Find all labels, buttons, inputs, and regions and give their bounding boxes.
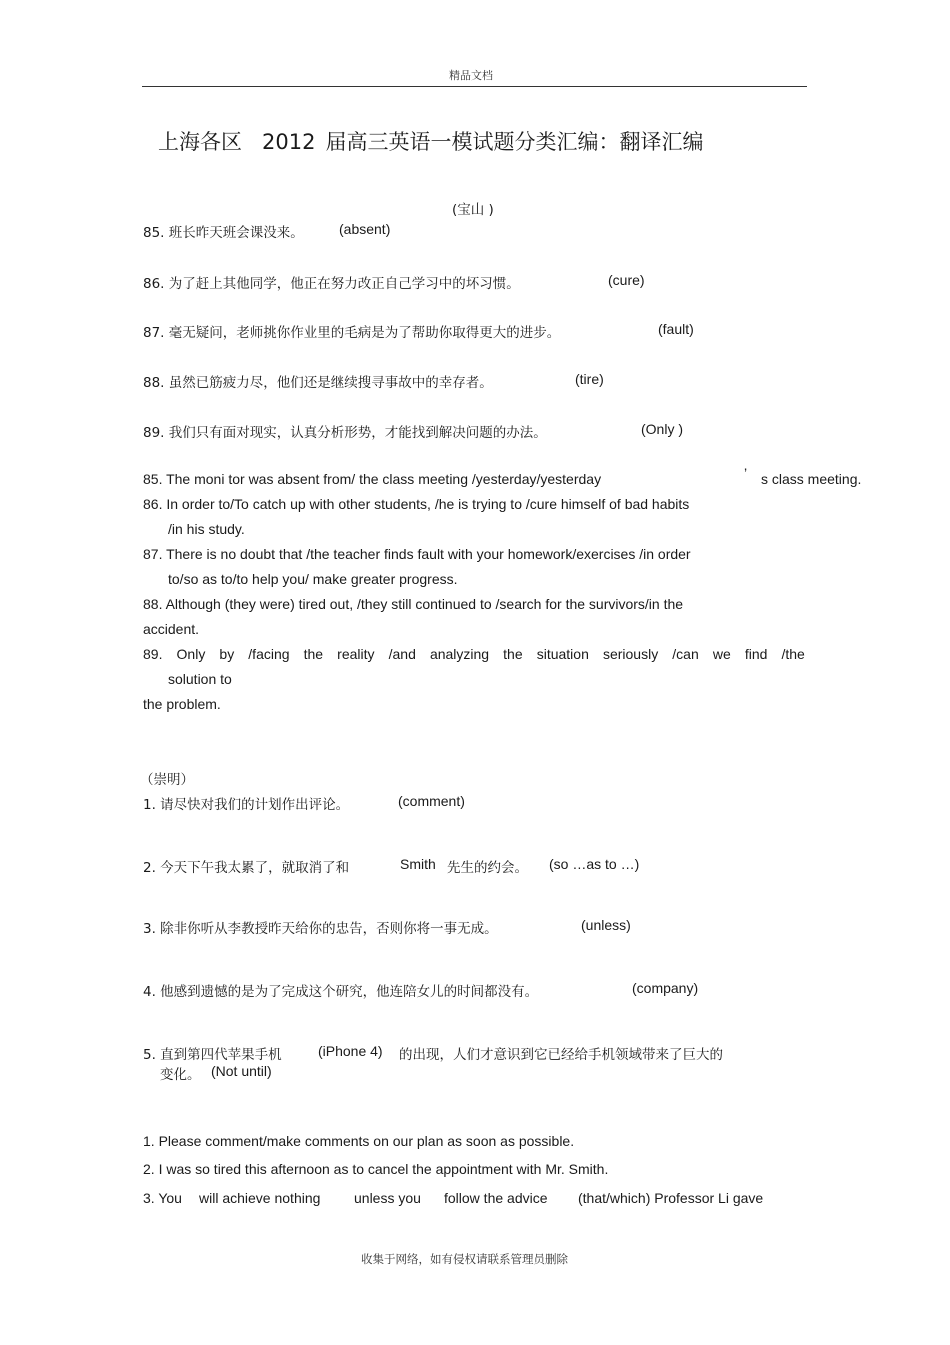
answer-c2: 2. I was so tired this afternoon as to cancel the appointment with Mr. Smith. (143, 1161, 609, 1177)
section-label-baoshan: (宝山 ) (452, 202, 494, 218)
question-c2-part1: 2. 今天下午我太累了，就取消了和 (143, 860, 350, 876)
question-c5-name: (iPhone 4) (318, 1043, 383, 1059)
question-c5-part2: 的出现，人们才意识到它已经给手机领域带来了巨大的 (399, 1047, 723, 1063)
keyword-c1: (comment) (398, 793, 465, 809)
answer-86-line2: /in his study. (168, 521, 245, 537)
answer-89-line3: the problem. (143, 696, 221, 712)
question-c2-name: Smith (400, 856, 436, 872)
answer-89-word: we (712, 646, 731, 662)
answer-89-word: reality (337, 646, 375, 662)
question-c1: 1. 请尽快对我们的计划作出评论。 (143, 797, 350, 813)
answer-c3-seg3: unless you (354, 1190, 421, 1206)
keyword-c4: (company) (632, 980, 699, 996)
keyword-c3: (unless) (581, 917, 631, 933)
answer-88-line1: 88. Although (they were) tired out, /they still continued to /search for the survivors/in the (143, 596, 684, 612)
page-header: 精品文档 (449, 69, 493, 82)
keyword-89: (Only ) (641, 421, 683, 437)
answer-89-word: the (303, 646, 324, 662)
title-suffix: 届高三英语一模试题分类汇编：翻译汇编 (325, 130, 704, 154)
answer-85-end: s class meeting. (761, 471, 862, 487)
page-footer: 收集于网络，如有侵权请联系管理员删除 (361, 1252, 568, 1266)
keyword-87: (fault) (658, 321, 694, 337)
answer-86-line1: 86. In order to/To catch up with other students, /he is trying to /cure himself of bad habits (143, 496, 690, 512)
answer-89-word: find (744, 646, 768, 662)
document-title (158, 126, 703, 156)
answer-89-word: analyzing (429, 646, 490, 662)
answer-89-line2: solution to (168, 671, 232, 687)
answer-89-word: 89. (143, 646, 163, 662)
answer-88-line2: accident. (143, 621, 200, 637)
question-86: 86. 为了赶上其他同学，他正在努力改正自己学习中的坏习惯。 (143, 276, 520, 292)
question-c5-part1: 5. 直到第四代苹果手机 (143, 1047, 282, 1063)
answer-89-word: by (219, 646, 235, 662)
header-rule (142, 86, 807, 87)
title-prefix: 上海各区 (158, 130, 242, 154)
answer-89-line1 (143, 646, 805, 662)
answer-85: 85. The moni tor was absent from/ the class meeting /yesterday/yesterday (143, 471, 602, 487)
question-85: 85. 班长昨天班会课没来。 (143, 225, 304, 241)
section-label-chongming: （崇明） (140, 772, 194, 788)
answer-89-word: /the (781, 646, 805, 662)
answer-c3-seg5: (that/which) Professor Li gave (578, 1190, 764, 1206)
question-c2-part2: 先生的约会。 (447, 860, 528, 876)
keyword-c5: (Not until) (211, 1063, 272, 1079)
answer-c1: 1. Please comment/make comments on our plan as soon as possible. (143, 1133, 575, 1149)
answer-89-word: /facing (248, 646, 290, 662)
answer-85-apostrophe: ’ (744, 465, 748, 481)
question-c3: 3. 除非你听从李教授昨天给你的忠告，否则你将一事无成。 (143, 921, 498, 937)
answer-89-word: seriously (602, 646, 659, 662)
question-89: 89. 我们只有面对现实，认真分析形势，才能找到解决问题的办法。 (143, 425, 547, 441)
keyword-c2: (so …as to …) (549, 856, 640, 872)
answer-c3-seg1: 3. You (143, 1190, 182, 1206)
answer-87-line1: 87. There is no doubt that /the teacher finds fault with your homework/exercises /in order (143, 546, 691, 562)
keyword-86: (cure) (608, 272, 645, 288)
question-87: 87. 毫无疑问，老师挑你作业里的毛病是为了帮助你取得更大的进步。 (143, 325, 561, 341)
answer-89-word: /can (672, 646, 699, 662)
title-year: 2012 (262, 130, 316, 154)
question-c5-line2: 变化。 (160, 1067, 201, 1083)
keyword-85: (absent) (339, 221, 391, 237)
answer-89-word: the (503, 646, 523, 662)
answer-89-word: Only (176, 646, 206, 662)
answer-89-word: /and (388, 646, 416, 662)
answer-89-word: situation (536, 646, 589, 662)
question-88: 88. 虽然已筋疲力尽，他们还是继续搜寻事故中的幸存者。 (143, 375, 493, 391)
answer-c3-seg2: will achieve nothing (199, 1190, 321, 1206)
answer-c3-seg4: follow the advice (444, 1190, 548, 1206)
question-c4: 4. 他感到遗憾的是为了完成这个研究，他连陪女儿的时间都没有。 (143, 984, 539, 1000)
answer-87-line2: to/so as to/to help you/ make greater progress. (168, 571, 458, 587)
keyword-88: (tire) (575, 371, 604, 387)
